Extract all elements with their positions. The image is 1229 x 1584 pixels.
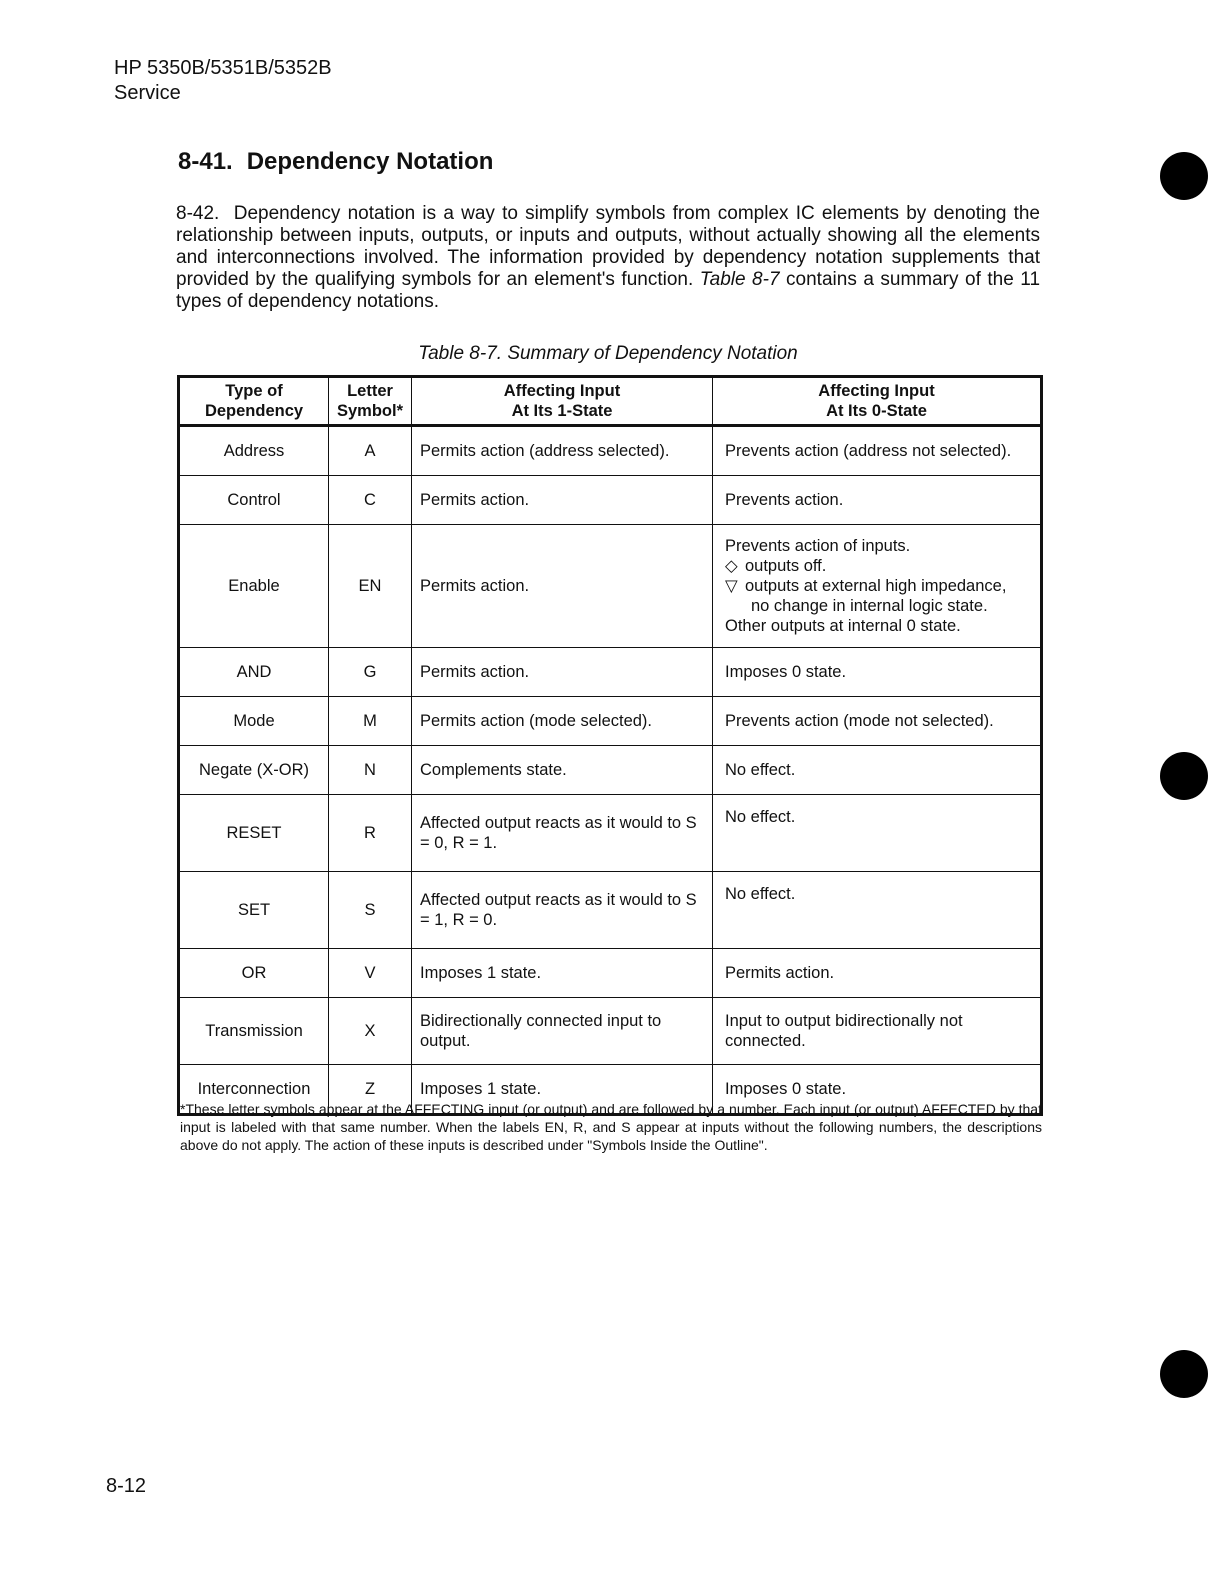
cell-letter: A <box>329 426 412 476</box>
cell-one-state: Imposes 1 state. <box>412 1065 713 1115</box>
table-row <box>179 525 1042 648</box>
cell-zero-state: Prevents action (mode not selected). <box>713 697 1042 746</box>
paragraph-number: 8-42. <box>176 203 220 224</box>
punch-hole-bottom <box>1160 1350 1208 1398</box>
dependency-table <box>177 375 1043 1116</box>
paragraph-text-end: contains a summary of the 11 types of dependency notations. <box>176 269 1041 312</box>
table-row <box>179 426 1042 476</box>
cell-zero-state: Input to output bidirectionally not connected. <box>713 998 1042 1065</box>
table-row <box>179 476 1042 525</box>
cell-letter: Z <box>329 1065 412 1115</box>
cell-zero-state: Prevents action (address not selected). <box>713 426 1042 476</box>
cell-one-state: Permits action. <box>412 525 713 648</box>
cell-letter: M <box>329 697 412 746</box>
paragraph-text: Dependency notation is a way to simplify symbols from complex IC elements by denoting the relationship between inputs, outputs, or inputs and outputs, without actually showing all the elements and interconnections involved. The information provided by dependency notation supplements that provided by the qualifying symbols for an element's function. <box>176 203 1040 290</box>
cell-zero-state: Prevents action. <box>713 476 1042 525</box>
punch-hole-middle <box>1160 752 1208 800</box>
cell-one-state: Affected output reacts as it would to S = 0, R = 1. <box>412 795 713 872</box>
table-header-row <box>179 377 1042 426</box>
table-row <box>179 697 1042 746</box>
table-row <box>179 795 1042 872</box>
triangle-down-icon: ▽ <box>725 577 738 595</box>
diamond-icon: ◇ <box>725 557 738 575</box>
header-zero-state: Affecting Input At Its 0-State <box>713 377 1042 426</box>
section-title <box>178 148 493 176</box>
table-row <box>179 648 1042 697</box>
model-number: HP 5350B/5351B/5352B <box>114 57 332 79</box>
table-footnote: *These letter symbols appear at the AFFECTING input (or output) and are followed by a number. Each input (or output) AFFECTED by that input is labeled with that same number. When the labels EN, R, and S appear at inputs without the following numbers, the descriptions above do not apply. The action of these inputs is described under "Symbols Inside the Outline". <box>180 1101 1042 1153</box>
header-letter: Letter Symbol* <box>329 377 412 426</box>
cell-zero-state: Imposes 0 state. <box>713 1065 1042 1115</box>
cell-type: Enable <box>179 525 329 648</box>
cell-zero-state: No effect. <box>713 746 1042 795</box>
enable-line-5: Other outputs at internal 0 state. <box>725 617 961 635</box>
enable-line-3: ▽ outputs at external high impedance, <box>725 577 1007 595</box>
cell-one-state: Permits action (address selected). <box>412 426 713 476</box>
page-number: 8-12 <box>106 1475 147 1497</box>
cell-one-state: Affected output reacts as it would to S = 1, R = 0. <box>412 872 713 949</box>
cell-one-state: Permits action. <box>412 476 713 525</box>
section-title-text: Dependency Notation <box>246 148 494 175</box>
cell-letter: C <box>329 476 412 525</box>
cell-type: Mode <box>179 697 329 746</box>
cell-type: AND <box>179 648 329 697</box>
section-name: Service <box>114 82 181 104</box>
table-row <box>179 998 1042 1065</box>
table-row <box>179 949 1042 998</box>
cell-letter: N <box>329 746 412 795</box>
page-header <box>114 56 332 106</box>
enable-line-2: ◇ outputs off. <box>725 557 827 575</box>
cell-letter: V <box>329 949 412 998</box>
cell-type: SET <box>179 872 329 949</box>
table-reference: Table 8-7 <box>699 269 780 290</box>
cell-letter: EN <box>329 525 412 648</box>
punch-hole-top <box>1160 152 1208 200</box>
cell-letter: X <box>329 998 412 1065</box>
cell-type: Control <box>179 476 329 525</box>
body-paragraph <box>176 203 1040 313</box>
cell-letter: R <box>329 795 412 872</box>
cell-type: Transmission <box>179 998 329 1065</box>
cell-type: Interconnection <box>179 1065 329 1115</box>
cell-type: Address <box>179 426 329 476</box>
section-number: 8-41. <box>178 148 233 175</box>
cell-type: Negate (X-OR) <box>179 746 329 795</box>
cell-one-state: Permits action. <box>412 648 713 697</box>
cell-zero-state: No effect. <box>713 872 1042 949</box>
header-type: Type of Dependency <box>179 377 329 426</box>
cell-one-state: Imposes 1 state. <box>412 949 713 998</box>
cell-type: OR <box>179 949 329 998</box>
cell-type: RESET <box>179 795 329 872</box>
cell-zero-state <box>713 525 1042 648</box>
table-row <box>179 746 1042 795</box>
enable-line-1: Prevents action of inputs. <box>725 537 911 555</box>
enable-line-4: no change in internal logic state. <box>751 597 988 615</box>
cell-letter: G <box>329 648 412 697</box>
cell-one-state: Complements state. <box>412 746 713 795</box>
table-caption: Table 8-7. Summary of Dependency Notation <box>418 343 798 364</box>
cell-one-state: Permits action (mode selected). <box>412 697 713 746</box>
cell-zero-state: Permits action. <box>713 949 1042 998</box>
header-one-state: Affecting Input At Its 1-State <box>412 377 713 426</box>
cell-letter: S <box>329 872 412 949</box>
cell-zero-state: No effect. <box>713 795 1042 872</box>
table-row <box>179 872 1042 949</box>
cell-one-state: Bidirectionally connected input to output. <box>412 998 713 1065</box>
cell-zero-state: Imposes 0 state. <box>713 648 1042 697</box>
